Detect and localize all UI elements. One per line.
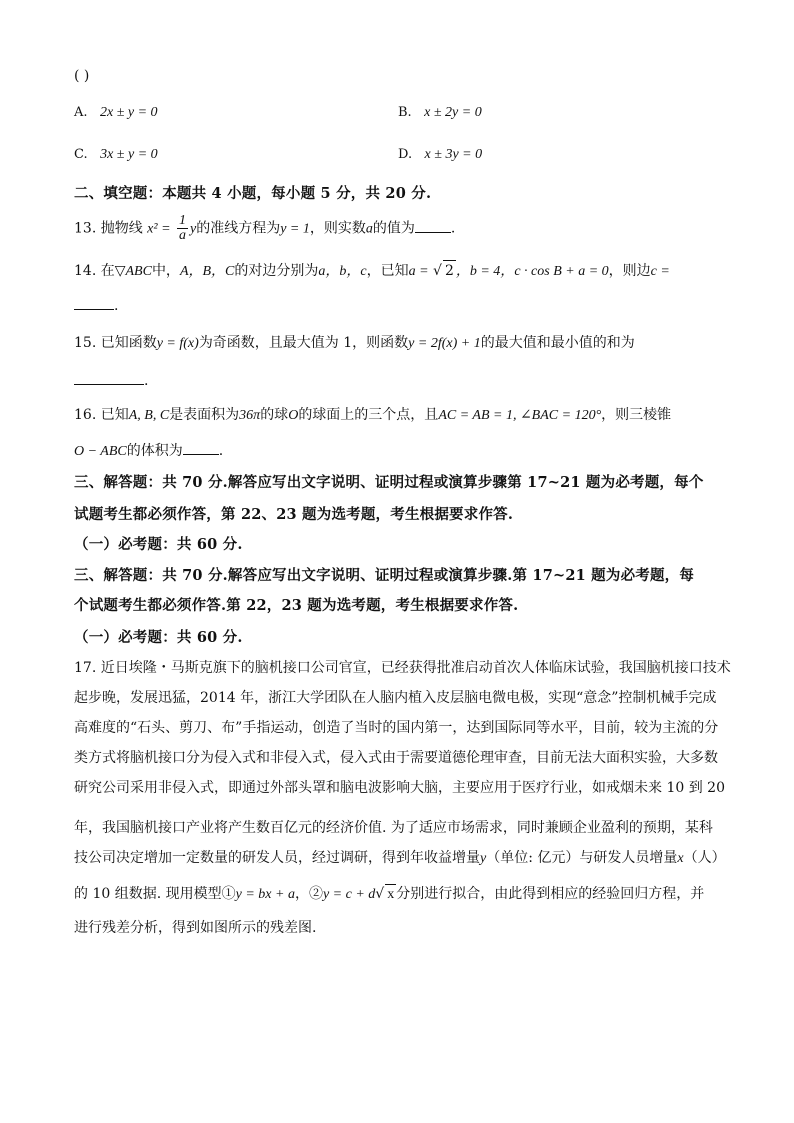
q16-condition: AC = AB = 1, ∠BAC = 120° — [438, 408, 602, 423]
question-15 — [74, 333, 635, 354]
q17-l8-a: 的 10 组数据. 现用模型① — [74, 886, 236, 902]
q17-line-9: 进行残差分析，得到如图所示的残差图. — [74, 920, 317, 936]
q16-prefix: 16. 已知 — [74, 407, 129, 423]
q14-a-radicand: 2 — [443, 260, 456, 281]
q14-c-eq: c = — [650, 264, 670, 279]
q15-t1: 为奇函数，且最大值为 1，则函数 — [198, 335, 409, 351]
q16-t2: 的球 — [260, 407, 289, 423]
q14-prefix: 14. 在 — [74, 263, 115, 279]
option-c — [74, 144, 158, 165]
q14-answer-blank[interactable] — [74, 297, 114, 310]
q17-l8-b: ，② — [294, 886, 323, 902]
q13-middle: 的准线方程为 — [196, 220, 281, 237]
q14-sides: a，b，c — [318, 264, 367, 279]
q16-t1: 是表面积为 — [169, 407, 240, 423]
question-13 — [74, 214, 455, 244]
q16-end: . — [218, 443, 224, 459]
section-3a-line-1: 三、解答题：共 70 分.解答应写出文字说明、证明过程或演算步骤第 17~21 题为必考题，每个 — [74, 474, 704, 491]
q13-fraction — [177, 214, 188, 243]
q13-suffix: ，则实数 — [309, 220, 366, 237]
q13-prefix: 13. 抛物线 — [74, 220, 143, 237]
q16-t4: ，则三棱锥 — [601, 407, 672, 423]
option-b-expr: x ± 2y = 0 — [424, 105, 482, 120]
q17-l8-c: 分别进行拟合，由此得到相应的经验回归方程，并 — [396, 886, 705, 902]
q15-f1: y = f(x) — [156, 336, 199, 351]
q13-answer-blank[interactable] — [415, 220, 451, 233]
section-3a-line-2: 试题考生都必须作答，第 22、23 题为选考题，考生根据要求作答. — [74, 506, 514, 523]
q16-pyramid: O − ABC — [74, 444, 127, 459]
question-14: 14. 在▽ABC中，A，B，C的对边分别为a，b，c，已知a = √ 2 ，b = 4，c · cos B + a = 0，则边c = — [74, 260, 670, 282]
q17-line-3: 高难度的“石头、剪刀、布”手指运动，创造了当时的国内第一，达到国际同等水平，目前，较为主流的分 — [74, 720, 719, 736]
q14-end: . — [114, 298, 119, 314]
option-a-expr: 2x ± y = 0 — [99, 105, 158, 120]
q15-end: . — [144, 373, 149, 389]
q14-condition: c · cos B + a = 0 — [514, 264, 609, 279]
q17-l7-a: 技公司决定增加一定数量的研发人员，经过调研，得到年收益增量 — [74, 850, 480, 866]
q13-eq: y = 1 — [280, 221, 310, 237]
q15-answer-blank[interactable] — [74, 372, 144, 385]
q15-prefix: 15. 已知函数 — [74, 335, 157, 351]
option-a-letter: A. — [74, 105, 88, 120]
q13-end: . — [450, 220, 456, 237]
option-d — [398, 144, 482, 165]
q14-angles: A，B，C — [179, 264, 235, 279]
question-16 — [74, 405, 671, 426]
q16-points: A, B, C — [128, 408, 170, 423]
q13-var: a — [365, 221, 373, 237]
q14-t2: 的对边分别为 — [234, 263, 319, 279]
q14-t3: ，已知 — [366, 263, 409, 279]
option-d-letter: D. — [398, 147, 413, 162]
option-b — [398, 102, 482, 123]
q13-rhs-var: y — [189, 221, 197, 237]
q17-model-2: y = c + d — [322, 887, 376, 902]
option-c-letter: C. — [74, 147, 88, 162]
q15-answer-line — [74, 371, 148, 391]
q17-x-var: x — [677, 851, 684, 866]
q17-l7-c: （人） — [683, 850, 726, 866]
q16-line-2 — [74, 441, 223, 462]
q14-t4: ，则边 — [608, 263, 651, 279]
option-d-expr: x ± 3y = 0 — [424, 147, 483, 162]
section-3b-line-2: 个试题考生都必须作答.第 22，23 题为选考题，考生根据要求作答. — [74, 597, 519, 614]
q17-line-7 — [74, 848, 726, 869]
section-3a-subheading: （一）必考题：共 60 分. — [74, 536, 243, 553]
q13-frac-den: a — [178, 228, 186, 243]
q16-t3: 的球面上的三个点，且 — [298, 407, 439, 423]
section-2-heading: 二、填空题：本题共 4 小题，每小题 5 分，共 20 分. — [74, 185, 432, 202]
option-b-letter: B. — [398, 105, 412, 120]
q16-t5: 的体积为 — [126, 443, 183, 459]
q17-y-var: y — [480, 851, 487, 866]
q13-lhs: x² = — [147, 221, 171, 237]
q14-b-eq: ，b = 4， — [455, 264, 515, 279]
q16-answer-blank[interactable] — [183, 442, 219, 455]
q17-line-6: 年，我国脑机接口产业将产生数百亿元的经济价值. 为了适应市场需求，同时兼顾企业盈利的预期，某科 — [74, 820, 713, 836]
q15-f2: y = 2f(x) + 1 — [408, 336, 481, 351]
q13-tail: 的值为 — [372, 220, 415, 237]
answer-paren: ( ) — [74, 68, 90, 84]
q14-triangle: ▽ABC — [114, 264, 152, 279]
q15-t2: 的最大值和最小值的和为 — [480, 335, 635, 351]
section-3b-line-1: 三、解答题：共 70 分.解答应写出文字说明、证明过程或演算步骤.第 17~21 题为必考题，每 — [74, 567, 695, 584]
option-c-expr: 3x ± y = 0 — [100, 147, 158, 162]
q14-a-eq: a = — [408, 264, 429, 279]
q17-model-1: y = bx + a — [235, 887, 295, 902]
q13-frac-num: 1 — [178, 213, 186, 228]
q17-model-2-radicand: x — [385, 884, 396, 905]
section-3b-subheading: （一）必考题：共 60 分. — [74, 629, 243, 646]
option-a — [74, 102, 158, 123]
q16-center: O — [288, 408, 299, 423]
q17-l7-b: （单位: 亿元）与研发人员增量 — [486, 850, 678, 866]
q17-line-8: 的 10 组数据. 现用模型①y = bx + a，②y = c + d√ x 分别进行拟合，由此得到相应的经验回归方程，并 — [74, 884, 704, 905]
q16-area: 36π — [239, 408, 261, 423]
q17-line-1: 17. 近日埃隆・马斯克旗下的脑机接口公司官宣，已经获得批准启动首次人体临床试验，我国脑机接口技术 — [74, 660, 731, 676]
q17-line-5: 研究公司采用非侵入式，即通过外部头罩和脑电波影响大脑，主要应用于医疗行业，如戒烟未来 10 到 20 — [74, 780, 725, 796]
q17-line-4: 类方式将脑机接口分为侵入式和非侵入式，侵入式由于需要道德伦理审查，目前无法大面积实验，大多数 — [74, 750, 718, 766]
q17-line-2: 起步晚，发展迅猛，2014 年，浙江大学团队在人脑内植入皮层脑电微电极，实现“意念”控制机械手完成 — [74, 690, 717, 706]
q14-t1: 中， — [151, 263, 180, 279]
q14-answer-line — [74, 296, 118, 316]
